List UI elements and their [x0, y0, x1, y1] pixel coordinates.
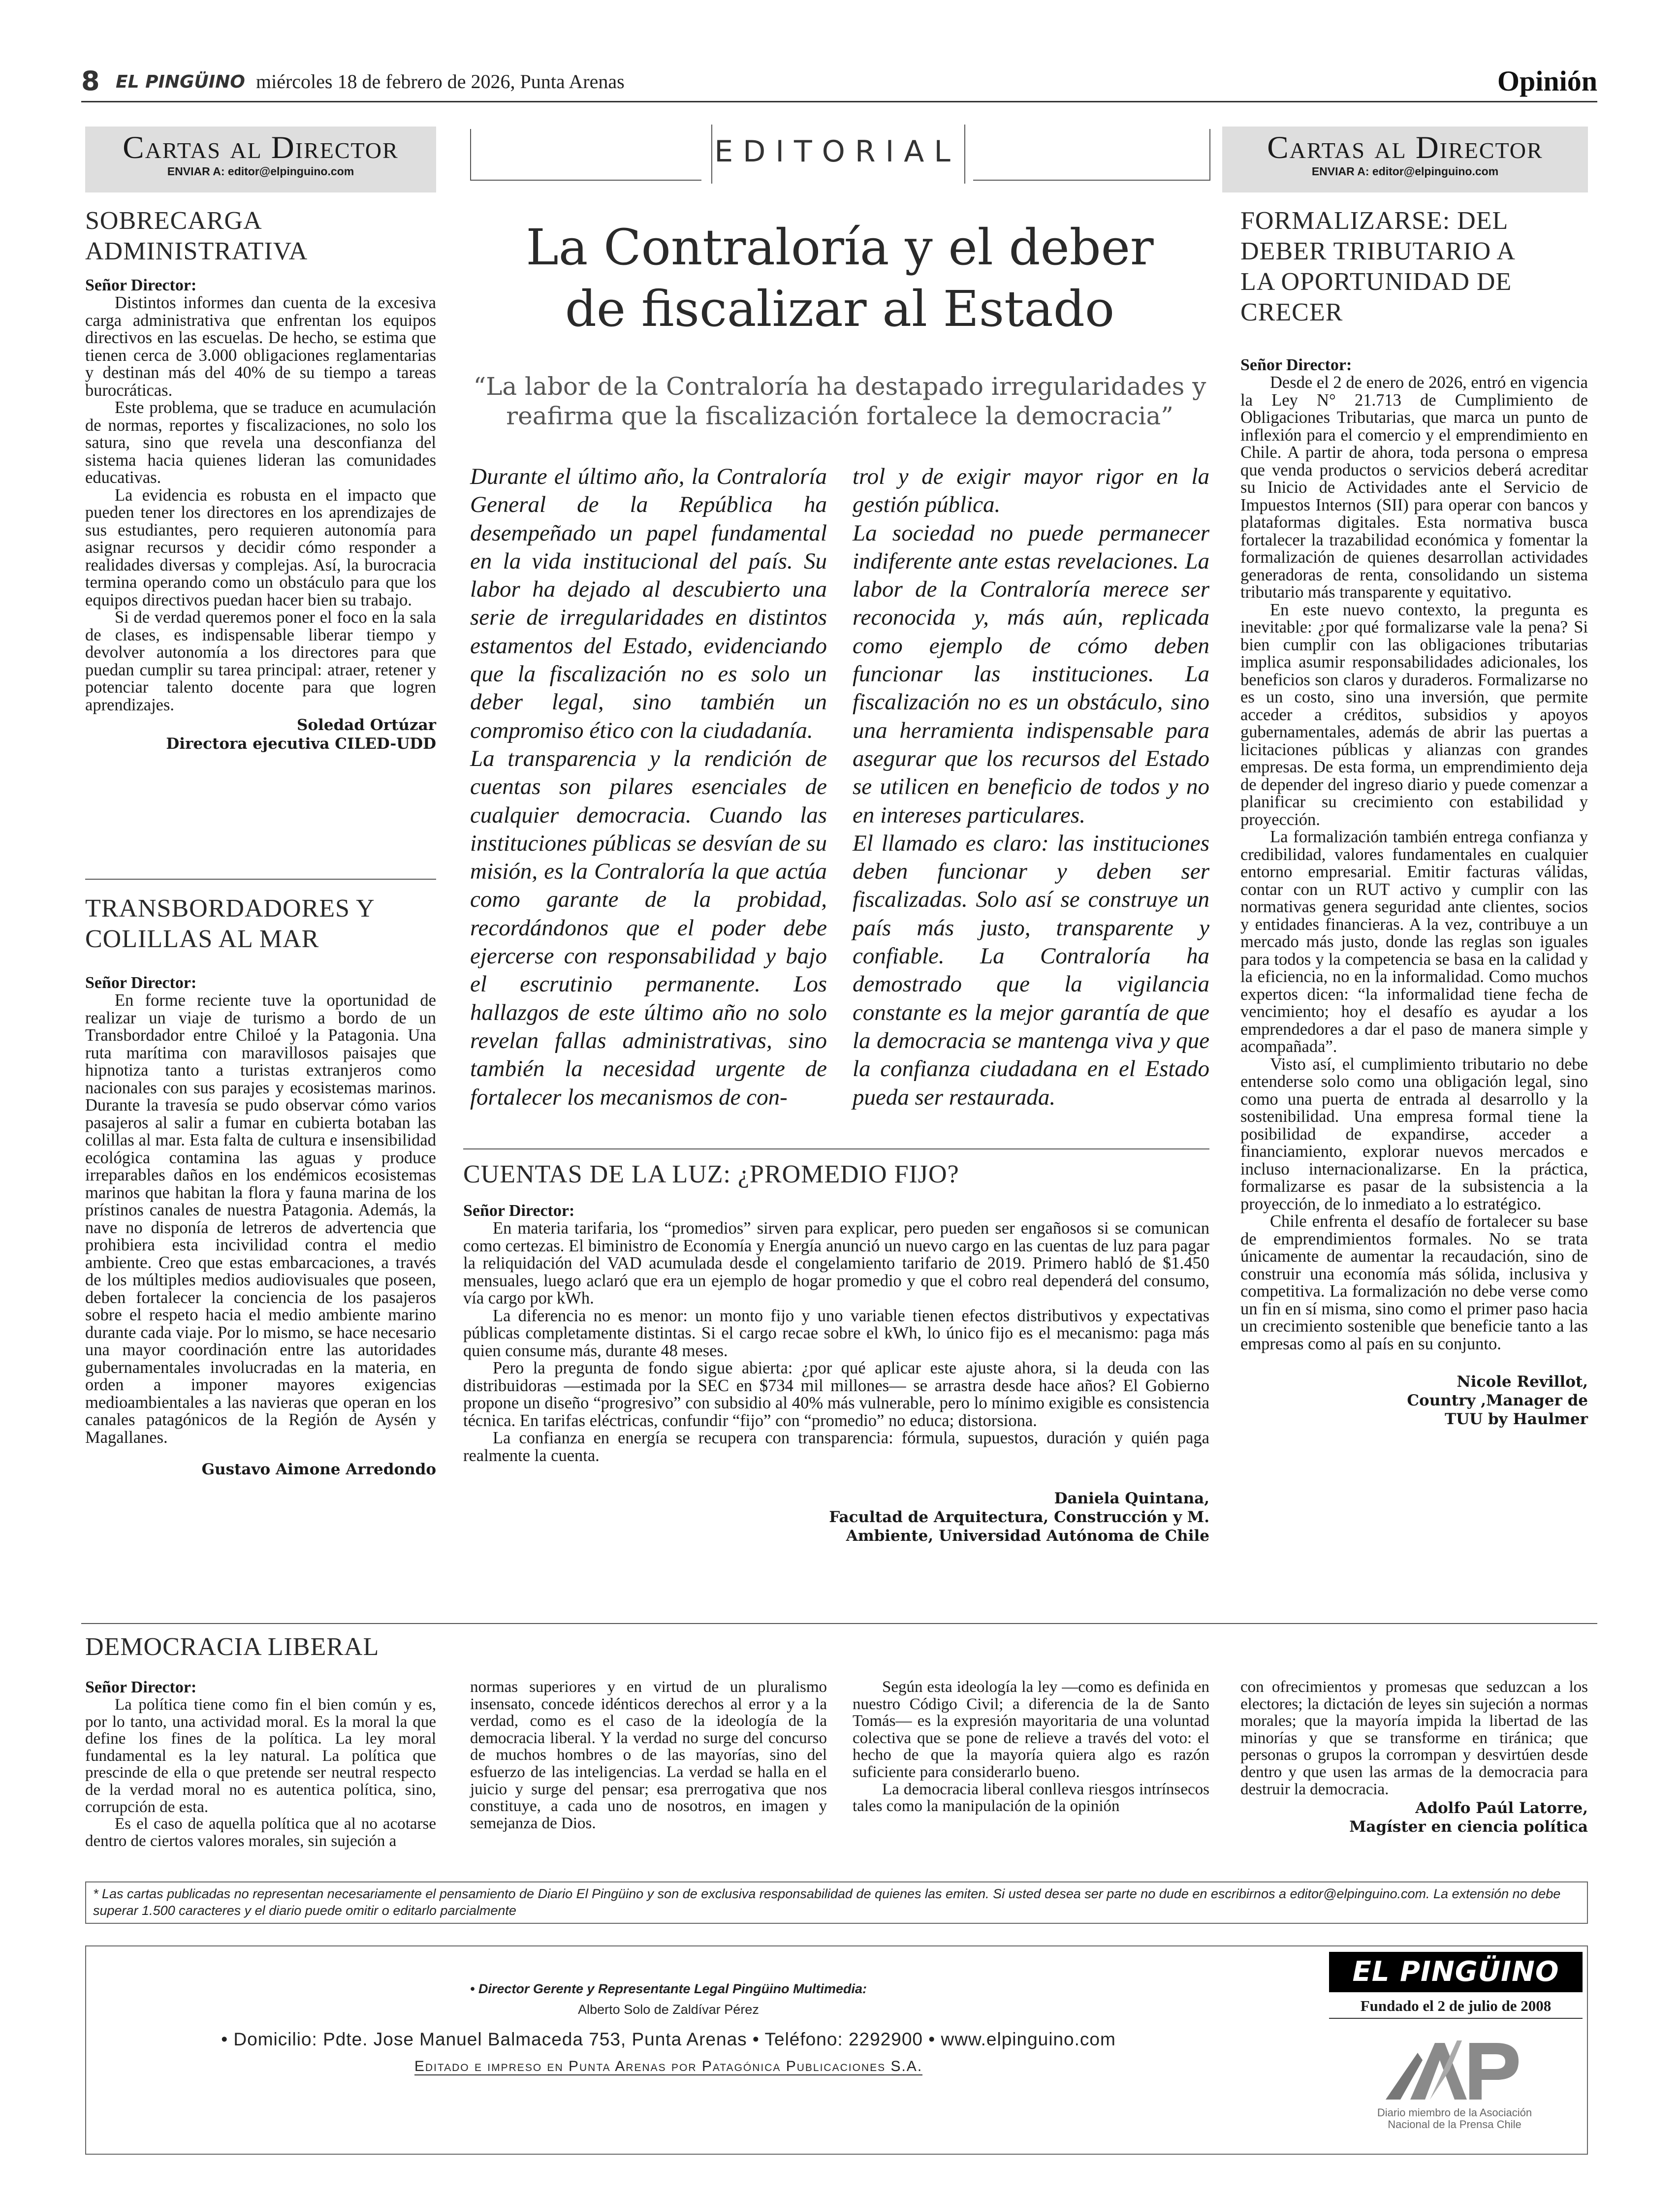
letter-formalizarse [1240, 206, 1588, 1429]
letter-body: Señor Director: Desde el 2 de enero de 2026, entró en vigencia la Ley N° 21.713 de Cumplimiento de Obligaciones Tributarias, que marca un punto de inflexión para el comercio y el emprendimiento en Chile. A partir de ahora, toda persona o empresa que venda productos o servicios deberá acreditar su Inicio de Actividades ante el Servicio de Impuestos Internos (SII) para operar con bancos y plataformas digitales. Esta normativa busca fortalecer la trazabilidad económica y fomentar la formalización de quienes desarrollan actividades generadoras de renta, consolidando un sistema tributario más transparente y equitativo. En este nuevo contexto, la pregunta es inevitable: ¿por qué formalizarse vale la pena? Si bien cumplir con las obligaciones tributarias implica asumir responsabilidades adicionales, los beneficios son claros y duraderos. Formalizarse no es un costo, sino una inversión, que permite acceder a créditos, subsidios y apoyos gubernamentales, además de abrir las puertas a licitaciones públicas y alianzas con grandes empresas. De esta forma, un emprendimiento deja de depender del ingreso diario y puede comenzar a planificar su crecimiento con estabilidad y proyección. La formalización también entrega confianza y credibilidad, valores fundamentales en cualquier entorno empresarial. Emitir facturas válidas, contar con un RUT activo y cumplir con las normativas genera seguridad ante clientes, socios y entidades financieras. A la vez, contribuye a un mercado más justo, donde las reglas son iguales para todos y la competencia se basa en la calidad y la eficiencia, no en la informalidad. Como muchos expertos dicen: “la informalidad tiene fecha de vencimiento; hoy el desafío es ayudar a los emprendedores a dar el paso de manera simple y acompañada”. Visto así, el cumplimiento tributario no debe entenderse solo como una obligación legal, sino como una puerta de entrada al desarrollo y la sostenibilidad. Una empresa formal tiene la posibilidad de expandirse, acceder a financiamiento, explorar nuevos mercados e incluso internacionalizarse. En la práctica, formalizarse es pasar de la subsistencia a la proyección, de lo inmediato a lo estratégico. Chile enfrenta el desafío de fortalecer su base de emprendimientos formales. No se trata únicamente de aumentar la recaudación, sino de construir una economía más sólida, inclusiva y competitiva. La formalización no debe verse como un fin en sí misma, sino como el primer paso hacia un crecimiento sostenible que beneficie tanto a las empresas como al país en su conjunto. [1240, 356, 1588, 1353]
signature: Nicole Revillot, Country ,Manager de TUU by Haulmer [1407, 1373, 1588, 1428]
editorial-label: EDITORIAL [714, 134, 960, 169]
letter-headline: DEMOCRACIA LIBERAL [85, 1633, 380, 1661]
signature: Soledad Ortúzar Directora ejecutiva CILED-UDD [166, 716, 436, 753]
founded-line: Fundado el 2 de julio de 2008 [1329, 1996, 1583, 2019]
democracia-column-3: Según esta ideología la ley —como es definida en nuestro Código Civil; a diferencia de la de Santo Tomás— es la expresión mayoritaria de una voluntad colectiva que se pone de relieve a través del voto: el hecho de que la mayoría quiera algo es razón suficiente para considerarlo bueno. La democracia liberal conlleva riesgos intrínsecos tales como la manipulación de la opinión [853, 1678, 1209, 1816]
masthead-logo: EL PINGÜINO [1329, 1952, 1583, 1992]
signature: Adolfo Paúl Latorre, Magíster en ciencia política [1349, 1799, 1588, 1836]
cartas-title: Cartas al Director [123, 130, 399, 165]
signature: Gustavo Aimone Arredondo [201, 1461, 436, 1478]
cartas-header-right [1222, 127, 1588, 192]
editorial-label-rule-right [973, 180, 1209, 181]
editorial-column-2: trol y de exigir mayor rigor en la gestión pública. La sociedad no puede permanecer indiferente ante estas revelaciones. La labor de la Contraloría merece ser reconocida y, más aún, replicada como ejemplo de cómo deben funcionar las instituciones. La fiscalización no es un obstáculo, sino una herramienta indispensable para asegurar que los recursos del Estado se utilicen en beneficio de todos y no en intereses particulares. El llamado es claro: las instituciones deben funcionar y deben ser fiscalizadas. Solo así se construye un país más justo, transparente y confiable. La Contraloría ha demostrado que la vigilancia constante es la mejor garantía de que la democracia se mantenga viva y que la confianza ciudadana en el Estado pueda ser restaurada. [853, 464, 1209, 1110]
editorial-column-1: Durante el último año, la Contraloría General de la República ha desempeñado un papel fundamental en la vida institucional del país. Su labor ha dejado al descubierto una serie de irregularidades en distintos estamentos del Estado, evidenciando que la fiscalización no es solo un deber legal, sino también un compromiso ético con la ciudadanía. La transparencia y la rendición de cuentas son pilares esenciales de cualquier democracia. Cuando las instituciones públicas se desvían de su misión, es la Contraloría la que actúa como garante de la probidad, recordándonos que el poder debe ejercerse con responsabilidad y bajo el escrutinio permanente. Los hallazgos de este último año no solo revelan fallas administrativas, sino también la necesidad urgente de fortalecer los mecanismos de con- [470, 464, 827, 1110]
divider [85, 879, 436, 880]
cartas-send-address: ENVIAR A: editor@elpinguino.com [1311, 165, 1499, 178]
letter-headline: CUENTAS DE LA LUZ: ¿PROMEDIO FIJO? [463, 1160, 959, 1188]
salutation: Señor Director: [85, 974, 197, 992]
anp-logo [1376, 2031, 1533, 2104]
letter-headline: FORMALIZARSE: DEL DEBER TRIBUTARIO A LA OPORTUNIDAD DE CRECER [1240, 207, 1516, 326]
editorial-left-rule [470, 129, 471, 181]
letter-headline: SOBRECARGA ADMINISTRATIVA [85, 207, 308, 265]
signature: Daniela Quintana, Facultad de Arquitectura, Construcción y M. Ambiente, Universidad Autónoma de Chile [829, 1490, 1209, 1545]
salutation: Señor Director: [1240, 356, 1352, 374]
disclaimer-box [85, 1881, 1588, 1924]
democracia-column-1: Señor Director: La política tiene como fin el bien común y es, por lo tanto, una actividad moral. Es la moral la que define los fines de la política. La ley moral fundamental es la ley natural. La política que prescinde de ella o que pretende ser neutral respecto de la verdad moral no es autentica política, sino, corrupción de esta. Es el caso de aquella política que al no acotarse dentro de ciertos valores morales, sin sujeción a [85, 1678, 436, 1850]
letter-transbordadores [85, 893, 436, 1479]
disclaimer-text: * Las cartas publicadas no representan necesariamente el pensamiento de Diario El Pingüino y son de exclusiva responsabilidad de quienes las emiten. Si usted desea ser parte no dude en escribirnos a editor@elpinguino.com. La extensión no debe superar 1.500 caracteres y el diario puede omitir o editarlo parcialmente [93, 1886, 1561, 1918]
anp-caption: Diario miembro de la Asociación Nacional de la Prensa Chile [1377, 2106, 1532, 2131]
divider [81, 1623, 1597, 1624]
dateline: miércoles 18 de febrero de 2026, Punta Arenas [256, 70, 625, 93]
cartas-send-address: ENVIAR A: editor@elpinguino.com [167, 165, 354, 178]
salutation: Señor Director: [85, 1678, 197, 1696]
letter-cuentas-luz [463, 1159, 1209, 1545]
letter-sobrecarga [85, 206, 436, 753]
masthead-info [85, 1979, 1252, 2076]
editorial-pullquote: “La labor de la Contraloría ha destapado irregularidades y reafirma que la fiscalización fortalece la democracia” [473, 372, 1206, 430]
cartas-header-left [85, 127, 436, 192]
democracia-column-4: con ofrecimientos y promesas que seduzcan a los electores; la dictación de leyes sin sujeción a normas morales; que la mayoría impida la libertad de las minorías y que se transforme en tiránica; que personas o grupos la corrompan y desvirtúen desde dentro y que usen las armas de la democracia para destruir la democracia. Adolfo Paúl Latorre, Magíster en ciencia política [1240, 1678, 1588, 1836]
letter-body: Señor Director: En forme reciente tuve la oportunidad de realizar un viaje de turismo a bordo de un Transbordador entre Chiloé y la Patagonia. Una ruta marítima con maravillosos paisajes que hipnotiza tanto a turistas extranjeros como nacionales con sus parajes y ecosistemas marinos. Durante la travesía se pudo observar cómo varios pasajeros al salir a fumar en cubierta botaban las colillas al mar. Esta falta de cultura e insensibilidad ecológica contamina las aguas y produce irreparables daños en los endémicos ecosistemas marinos que habitan la flora y fauna marina de los prístinos canales de nuestra Patagonia. Además, la nave no disponía de letreros de advertencia que prohibiera esta incivilidad contra el medio ambiente. Creo que estas embarcaciones, a través de los múltiples medios audiovisuales que poseen, deben fortalecer la conciencia de los pasajeros sobre el respeto hacia el medio ambiente marino durante cada viaje. Por lo mismo, se hace necesario una mayor coordinación entre las autoridades gubernamentales involucradas en la materia, en orden a imponer mayores exigencias medioambientales a las navieras que operan en los canales patagónicos de la Región de Aysén y Magallanes. [85, 974, 436, 1447]
section-name: Opinión [1497, 65, 1597, 97]
letter-body: Señor Director: Distintos informes dan cuenta de la excesiva carga administrativa que enfrentan los equipos directivos en las escuelas. De hecho, se estima que tienen cerca de 3.000 obligaciones reglamentarias y destinan más del 40% de su tiempo a tareas burocráticas. Este problema, que se traduce en acumulación de normas, reportes y fiscalizaciones, no solo los satura, sino que revela una desconfianza del sistema hacia quienes lideran las comunidades educativas. La evidencia es robusta en el impacto que pueden tener los directores en los aprendizajes de sus estudiantes, pero requieren autonomía para asignar recursos y decidir cómo responder a realidades diversas y complejas. Así, la burocracia termina operando como un obstáculo para que los equipos directivos puedan hacer bien su trabajo. Si de verdad queremos poner el foco en la sala de clases, es indispensable liberar tiempo y devolver autonomía a los directores para que puedan cumplir su tarea principal: atraer, retener y potenciar talento docente para que logren aprendizajes. [85, 276, 436, 714]
democracia-column-2: normas superiores y en virtud de un pluralismo insensato, concede idénticos derechos al error y a la verdad, como es el caso de la ideología de la democracia liberal. Y la verdad no surge del concurso de muchos hombres o de las mayorías, sino del esfuerzo de las inteligencias. La verdad se halla en el juicio y surge del pensar; esa prerrogativa que nos constituye, a cada uno de nosotros, en imagen y semejanza de Dios. [470, 1678, 827, 1832]
contact-line: • Domicilio: Pdte. Jose Manuel Balmaceda 753, Punta Arenas • Teléfono: 2292900 • www.elpinguino.com [221, 2029, 1116, 2049]
page-number: 8 [81, 65, 100, 96]
brand-name: EL PINGÜINO [116, 72, 245, 92]
editorial-right-rule [1209, 129, 1210, 181]
director-name: Alberto Solo de Zaldívar Pérez [578, 2002, 759, 2017]
salutation: Señor Director: [463, 1202, 575, 1220]
director-label: • Director Gerente y Representante Legal Pingüino Multimedia: [470, 1981, 867, 1996]
cartas-title: Cartas al Director [1267, 130, 1543, 165]
salutation: Señor Director: [85, 276, 197, 294]
page-header [81, 65, 1597, 99]
editorial-label-rule-left [470, 180, 701, 181]
editorial-title: La Contraloría y el deber de fiscalizar al Estado [526, 219, 1154, 338]
letter-body: Señor Director: En materia tarifaria, los “promedios” sirven para explicar, pero pueden ser engañosos si se comunican como certezas. El biministro de Economía y Energía anunció un nuevo cargo en las cuentas de luz para pagar la reliquidación del VAD acumulada desde el congelamiento tarifario de 2019. Primero habló de $1.450 mensuales, luego aclaró que era un ejemplo de hogar promedio y que el cobro real dependerá del consumo, vía cargo por kWh. La diferencia no es menor: un monto fijo y uno variable tienen efectos distributivos y expectativas públicas completamente distintas. Si el cargo recae sobre el kWh, lo único fijo es el mecanismo: paga más quien consume más, durante 48 meses. Pero la pregunta de fondo sigue abierta: ¿por qué aplicar este ajuste ahora, si la deuda con las distribuidoras —estimada por la SEC en $734 mil millones— se arrastra desde hace años? El Gobierno propone un diseño “progresivo” con subsidio al 40% más vulnerable, pero lo mínimo exigible es consistencia técnica. En tarifas eléctricas, confundir “fijo” con “promedio” no educa; distorsiona. La confianza en energía se recupera con transparencia: fórmula, supuestos, duración y quién paga realmente la cuenta. [463, 1202, 1209, 1465]
divider [463, 1148, 1209, 1149]
letter-headline: TRANSBORDADORES Y COLILLAS AL MAR [85, 894, 375, 953]
header-rule [81, 101, 1597, 102]
anp-logo-mark [1376, 2031, 1533, 2104]
printed-by: Editado e impreso en Punta Arenas por Patagónica Publicaciones S.A. [414, 2058, 923, 2074]
